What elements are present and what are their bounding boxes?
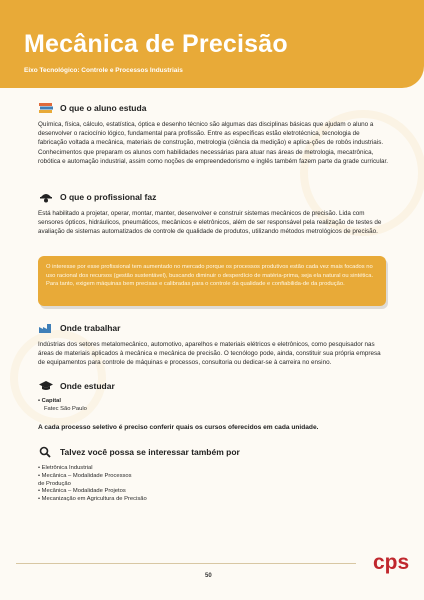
page-header xyxy=(0,0,424,88)
worker-icon xyxy=(38,191,54,203)
section-heading-faz xyxy=(38,191,156,203)
related-courses-list xyxy=(38,465,147,504)
list-item: • Mecanização em Agricultura de Precisão xyxy=(38,496,147,504)
region-label: • Capital xyxy=(38,398,61,404)
factory-icon xyxy=(38,322,54,334)
list-item: • Eletrônica Industrial xyxy=(38,465,147,473)
list-item: de Produção xyxy=(38,480,71,487)
magnifier-icon xyxy=(38,446,54,458)
notice-text: A cada processo seletivo é preciso conferir quais os cursos oferecidos em cada unidade. xyxy=(38,424,319,431)
svg-text:cps: cps xyxy=(373,551,410,574)
highlight-box xyxy=(38,256,386,306)
footer-divider xyxy=(16,563,356,564)
page-title: Mecânica de Precisão xyxy=(24,30,288,58)
list-item: • Mecânica – Modalidade Processos xyxy=(38,473,147,481)
school-name: Fatec São Paulo xyxy=(44,405,87,412)
section-body-faz: Está habilitado a projetar, operar, montar, manter, desenvolver e construir sistemas mecânicos de precisão. Lida com sensores ópticos, hidráulicos, pneumáticos, mecânicos e eletrônicos, além de ser responsável pela realização de testes de avaliação de sistemas automatizados de controle de qualidade de produtos, utilizando métodos metrológicos de precisão. xyxy=(38,210,382,236)
section-heading-estuda xyxy=(38,102,146,114)
section-body-estuda: Química, física, cálculo, estatística, óptica e desenho técnico são algumas das disciplinas básicas que ajudam o aluno a desenvolver o raciocínio lógico, fundamental para profissão. Entre as específicas estão eletrotécnica, tecnologia de fabricação voltada a mecânica, materiais de construção, metrologia (ciência da medição) e aplica-ções de robôs industriais. Conhecimentos que preparam os alunos com habilidades necessárias para atuar nas áreas de metrologia, mecatrônica, robótica e automação industrial, assim como noções de empreendedorismo e inglês também fazem parte da grade curricular. xyxy=(38,121,389,165)
section-body-trabalhar: Indústrias dos setores metalomecânico, automotivo, aparelhos e materiais elétricos e eletrônicos, como pesquisador nas áreas de materiais aplicados à mecânica e mecânica de precisão. O tecnólogo pode, ainda, constituir sua própria empresa de equipamentos para controle de máquinas e processos, consultoria ou dedicar-se à carreira no ensino. xyxy=(38,341,381,367)
section-heading-talvez xyxy=(38,446,240,458)
page-subtitle: Eixo Tecnológico: Controle e Processos Industriais xyxy=(24,67,183,74)
study-locations xyxy=(38,398,87,414)
section-title: Onde trabalhar xyxy=(60,323,121,333)
cps-logo xyxy=(372,549,410,575)
section-title: O que o aluno estuda xyxy=(60,103,147,113)
page-number: 50 xyxy=(205,573,212,579)
section-title: O que o profissional faz xyxy=(60,192,157,202)
books-icon xyxy=(38,102,54,114)
section-title: Talvez você possa se interessar também por xyxy=(60,447,240,457)
list-item: • Mecânica – Modalidade Projetos xyxy=(38,488,147,496)
section-heading-trabalhar xyxy=(38,322,120,334)
highlight-text: O interesse por esse profissional tem aumentado no mercado porque os processos produtivos estão cada vez mais focados no uso racional dos recursos (gestão sustentável), buscando diminuir o desperdício de matéria-prima, seja ela natural ou sintética. Para tanto, exigem máquinas bem precisas e calibradas para o controle da qualidade e confiabilida-de da produção. xyxy=(46,264,374,288)
graduation-cap-icon xyxy=(38,380,54,392)
section-heading-estudar xyxy=(38,380,115,392)
section-title: Onde estudar xyxy=(60,381,115,391)
